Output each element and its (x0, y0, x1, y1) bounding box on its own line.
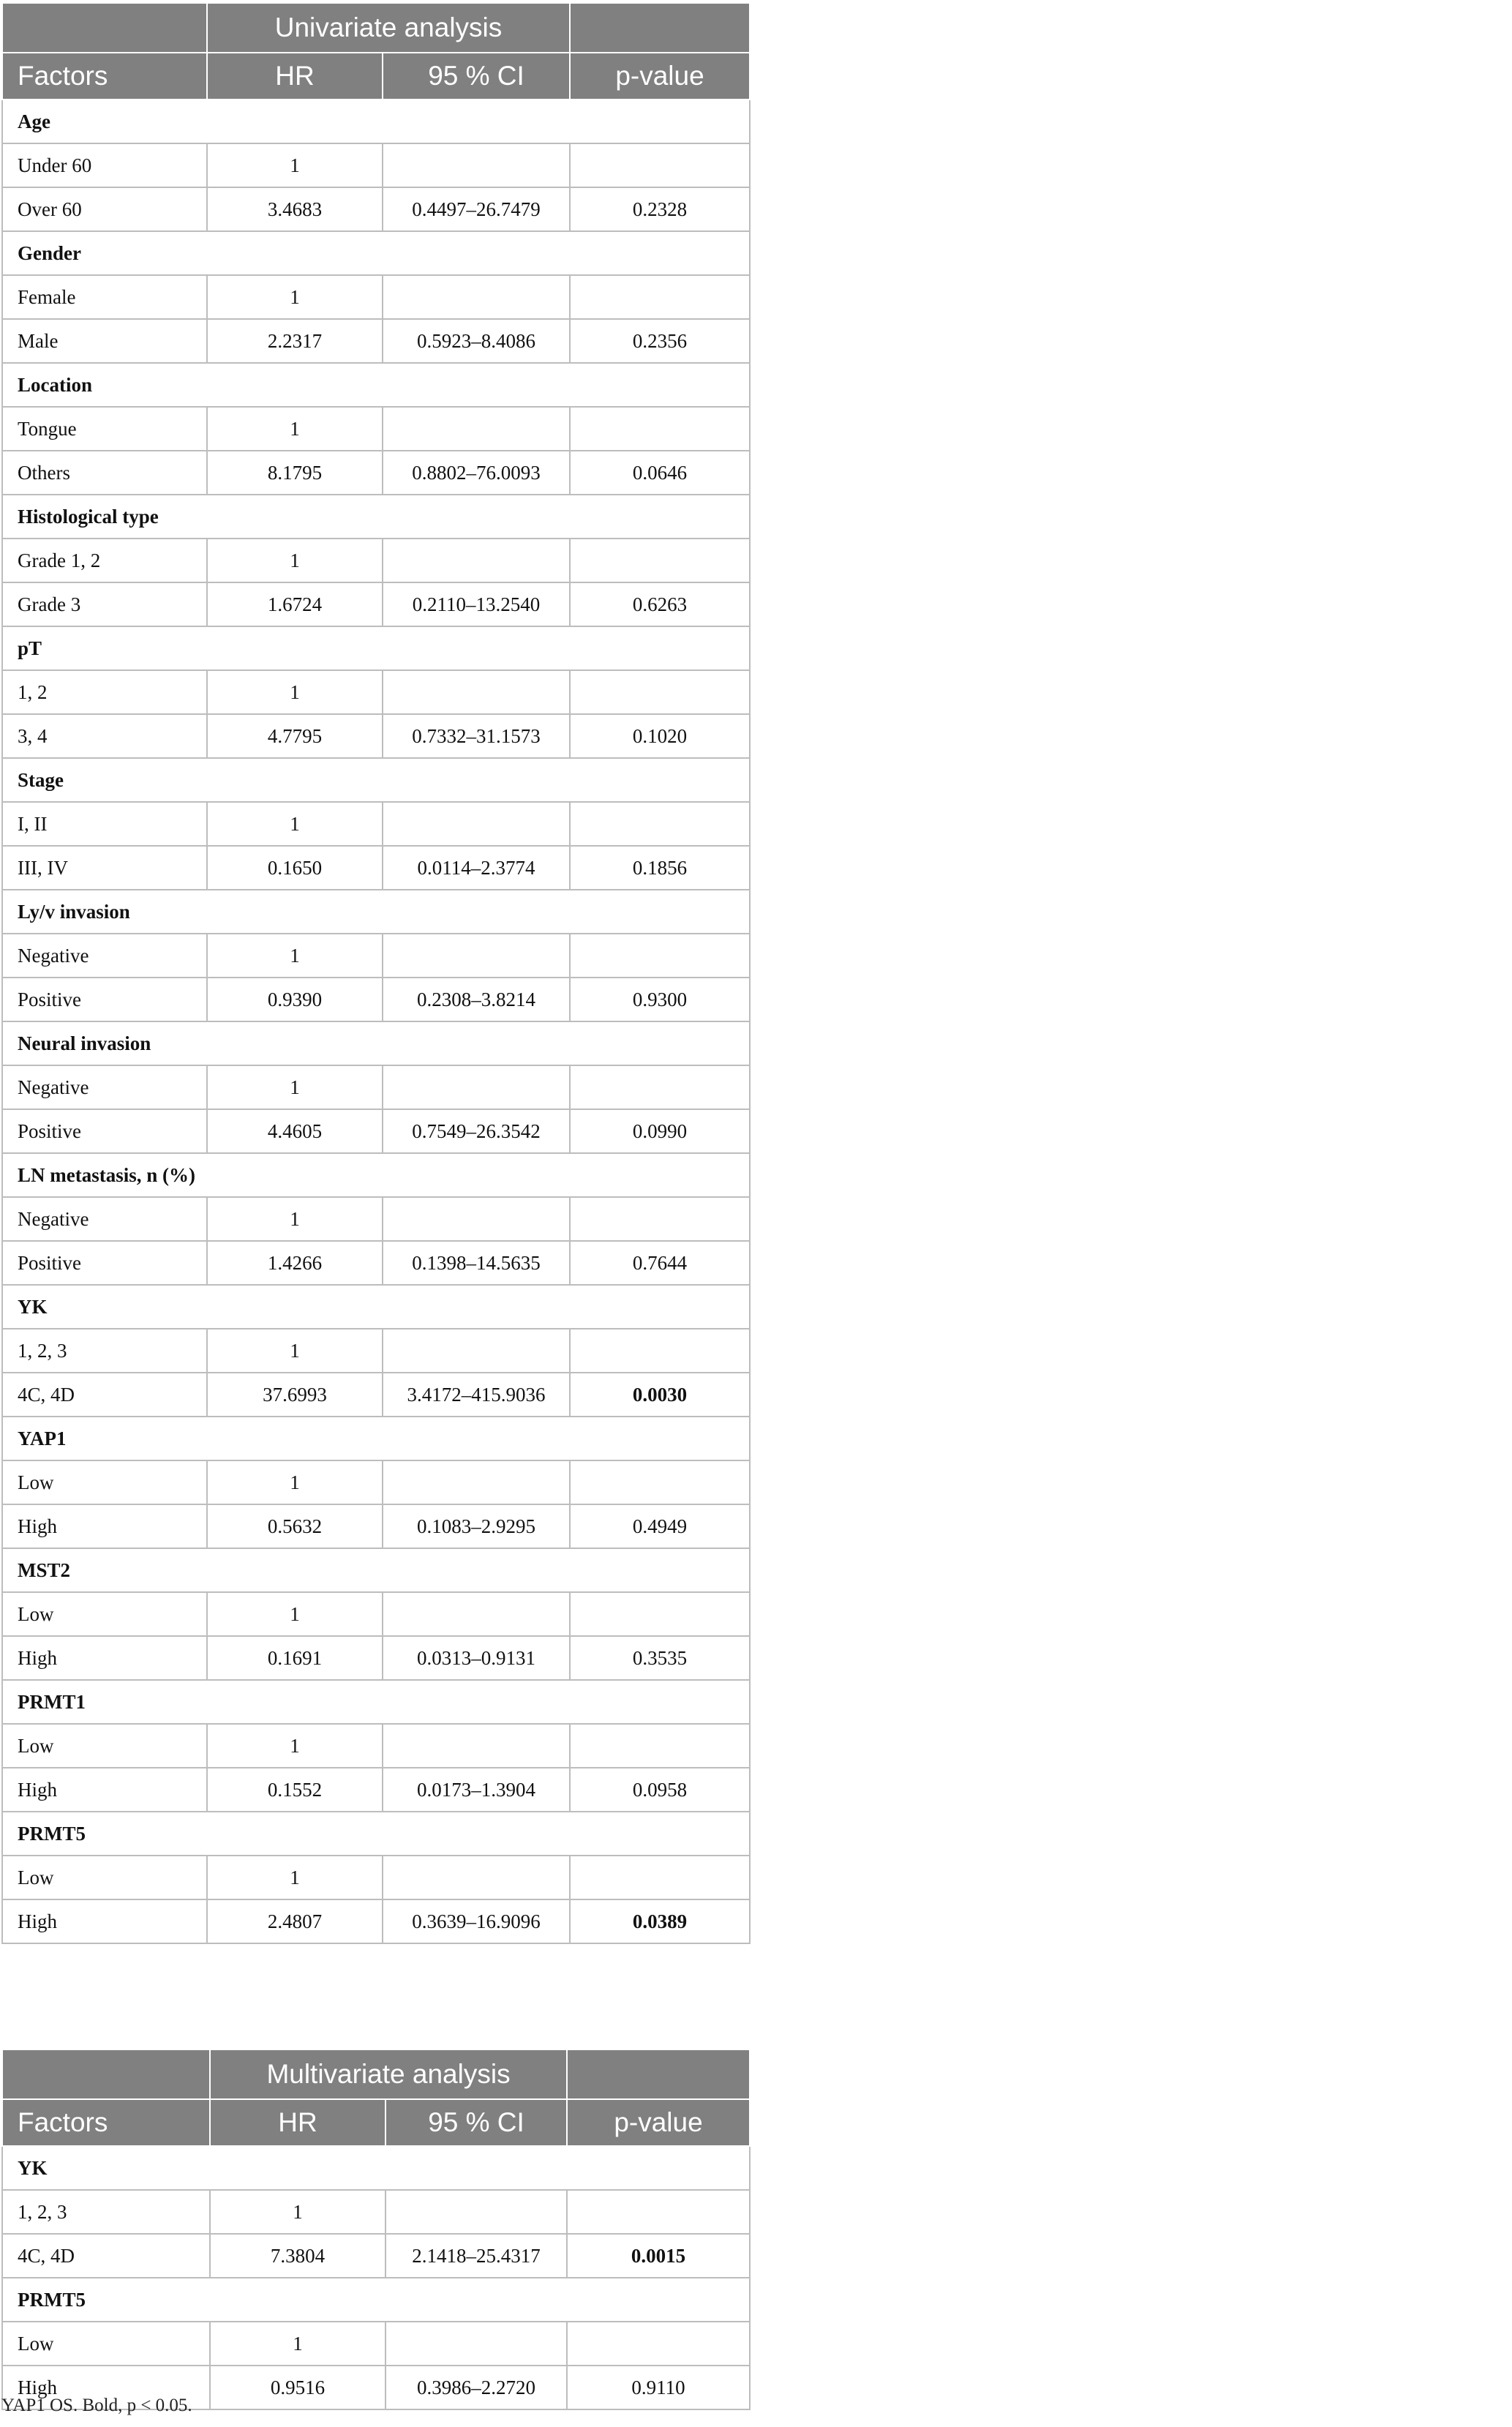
p-value-cell: 0.2328 (570, 187, 750, 231)
hr-cell: 8.1795 (207, 451, 383, 495)
hr-cell: 1 (207, 143, 383, 187)
ci-cell: 0.8802–76.0093 (383, 451, 570, 495)
table-row (2, 1724, 750, 1768)
p-value-cell: 0.9110 (567, 2366, 750, 2409)
group-row (2, 495, 750, 539)
p-value-cell (570, 539, 750, 582)
hr-cell: 3.4683 (207, 187, 383, 231)
table-row (2, 934, 750, 978)
ci-cell (383, 1724, 570, 1768)
p-value-cell: 0.4949 (570, 1504, 750, 1548)
factor-cell: 1, 2, 3 (2, 1329, 207, 1373)
ci-cell (383, 1856, 570, 1899)
factor-cell: Male (2, 319, 207, 363)
hr-cell: 1 (207, 1724, 383, 1768)
table-row (2, 846, 750, 890)
factor-cell: Low (2, 1460, 207, 1504)
ci-cell: 0.3639–16.9096 (383, 1899, 570, 1943)
table-row (2, 802, 750, 846)
factor-cell: Tongue (2, 407, 207, 451)
p-value-cell (570, 1065, 750, 1109)
table-row (2, 714, 750, 758)
table-row (2, 1460, 750, 1504)
hr-cell: 1 (207, 934, 383, 978)
hr-cell: 0.1552 (207, 1768, 383, 1812)
factor-cell: Grade 3 (2, 582, 207, 626)
ci-cell (385, 2190, 567, 2234)
ci-cell: 0.7332–31.1573 (383, 714, 570, 758)
multivariate-header-row (2, 2099, 750, 2146)
group-label: MST2 (2, 1548, 750, 1592)
factor-cell: 4C, 4D (2, 1373, 207, 1417)
ci-cell (383, 1065, 570, 1109)
p-value-cell (570, 1592, 750, 1636)
ci-cell: 0.5923–8.4086 (383, 319, 570, 363)
factor-cell: Low (2, 2322, 210, 2366)
multivariate-table (1, 2049, 751, 2410)
table-row (2, 539, 750, 582)
p-value-cell (570, 407, 750, 451)
factor-cell: High (2, 1636, 207, 1680)
hr-cell: 1 (207, 539, 383, 582)
group-row (2, 231, 750, 275)
hr-cell: 2.4807 (207, 1899, 383, 1943)
factor-cell: Negative (2, 934, 207, 978)
ci-cell (383, 1592, 570, 1636)
group-row (2, 1812, 750, 1856)
hr-cell: 1 (207, 1856, 383, 1899)
hr-cell: 1 (207, 1329, 383, 1373)
header-ci: 95 % CI (383, 53, 570, 100)
ci-cell (383, 143, 570, 187)
table-row (2, 582, 750, 626)
multivariate-body (2, 2146, 750, 2409)
p-value-cell: 0.0389 (570, 1899, 750, 1943)
p-value-cell (570, 143, 750, 187)
group-label: Stage (2, 758, 750, 802)
p-value-cell (570, 1460, 750, 1504)
table-row (2, 1197, 750, 1241)
p-value-cell: 0.2356 (570, 319, 750, 363)
group-label: YAP1 (2, 1417, 750, 1460)
hr-cell: 1 (207, 1197, 383, 1241)
hr-cell: 0.1691 (207, 1636, 383, 1680)
group-row (2, 363, 750, 407)
p-value-cell: 0.9300 (570, 978, 750, 1021)
ci-cell: 0.2110–13.2540 (383, 582, 570, 626)
p-value-cell (570, 1724, 750, 1768)
table-row (2, 1373, 750, 1417)
table-row (2, 1109, 750, 1153)
group-label: pT (2, 626, 750, 670)
p-value-cell: 0.0990 (570, 1109, 750, 1153)
table-row (2, 1241, 750, 1285)
ci-cell (383, 539, 570, 582)
ci-cell (383, 934, 570, 978)
table-row (2, 1856, 750, 1899)
factor-cell: Negative (2, 1197, 207, 1241)
p-value-cell: 0.6263 (570, 582, 750, 626)
univariate-title-row (2, 3, 750, 53)
hr-cell: 1.4266 (207, 1241, 383, 1285)
p-value-cell (570, 1197, 750, 1241)
group-label: PRMT1 (2, 1680, 750, 1724)
group-row (2, 2278, 750, 2322)
univariate-body (2, 100, 750, 1943)
p-value-cell: 0.3535 (570, 1636, 750, 1680)
ci-cell: 0.1083–2.9295 (383, 1504, 570, 1548)
p-value-cell (570, 934, 750, 978)
group-row (2, 890, 750, 934)
ci-cell: 0.3986–2.2720 (385, 2366, 567, 2409)
p-value-cell (570, 1329, 750, 1373)
table-footnote: YAP1 OS. Bold, p < 0.05. (1, 2396, 192, 2415)
factor-cell: High (2, 1504, 207, 1548)
ci-cell: 0.1398–14.5635 (383, 1241, 570, 1285)
univariate-title: Univariate analysis (207, 3, 570, 53)
multivariate-title: Multivariate analysis (210, 2049, 567, 2099)
group-label: YK (2, 2146, 750, 2190)
hr-cell: 0.5632 (207, 1504, 383, 1548)
group-label: LN metastasis, n (%) (2, 1153, 750, 1197)
ci-cell (383, 802, 570, 846)
factor-cell: 1, 2 (2, 670, 207, 714)
p-value-cell (567, 2190, 750, 2234)
hr-cell: 1 (207, 1460, 383, 1504)
factor-cell: III, IV (2, 846, 207, 890)
hr-cell: 1 (207, 1592, 383, 1636)
ci-cell: 0.0114–2.3774 (383, 846, 570, 890)
table-row (2, 407, 750, 451)
factor-cell: Over 60 (2, 187, 207, 231)
hr-cell: 2.2317 (207, 319, 383, 363)
p-value-cell: 0.0646 (570, 451, 750, 495)
factor-cell: Low (2, 1592, 207, 1636)
factor-cell: High (2, 1899, 207, 1943)
hr-cell: 0.1650 (207, 846, 383, 890)
group-row (2, 2146, 750, 2190)
univariate-table (1, 2, 751, 1944)
hr-cell: 1 (207, 670, 383, 714)
table-row (2, 2190, 750, 2234)
factor-cell: Positive (2, 1241, 207, 1285)
table-row (2, 2322, 750, 2366)
table-row (2, 143, 750, 187)
group-row (2, 1417, 750, 1460)
table-row (2, 2234, 750, 2278)
p-value-cell: 0.1020 (570, 714, 750, 758)
ci-cell: 0.2308–3.8214 (383, 978, 570, 1021)
p-value-cell (567, 2322, 750, 2366)
group-row (2, 100, 750, 143)
header-p-value: p-value (567, 2099, 750, 2146)
p-value-cell (570, 1856, 750, 1899)
group-label: YK (2, 1285, 750, 1329)
factor-cell: High (2, 2366, 210, 2409)
table-row (2, 1329, 750, 1373)
group-row (2, 626, 750, 670)
header-hr: HR (207, 53, 383, 100)
factor-cell: Grade 1, 2 (2, 539, 207, 582)
table-row (2, 275, 750, 319)
factor-cell: Under 60 (2, 143, 207, 187)
factor-cell: 1, 2, 3 (2, 2190, 210, 2234)
group-row (2, 1680, 750, 1724)
factor-cell: Low (2, 1856, 207, 1899)
ci-cell: 2.1418–25.4317 (385, 2234, 567, 2278)
p-value-cell: 0.0030 (570, 1373, 750, 1417)
table-row (2, 1768, 750, 1812)
factor-cell: Negative (2, 1065, 207, 1109)
p-value-cell (570, 670, 750, 714)
group-label: Neural invasion (2, 1021, 750, 1065)
group-label: Gender (2, 231, 750, 275)
table-row (2, 1504, 750, 1548)
group-label: Location (2, 363, 750, 407)
group-label: Age (2, 100, 750, 143)
hr-cell: 1 (210, 2190, 385, 2234)
factor-cell: Positive (2, 978, 207, 1021)
hr-cell: 0.9390 (207, 978, 383, 1021)
header-factors: Factors (2, 2099, 210, 2146)
table-row (2, 451, 750, 495)
ci-cell (383, 275, 570, 319)
factor-cell: Low (2, 1724, 207, 1768)
ci-cell (383, 1197, 570, 1241)
ci-cell (383, 407, 570, 451)
factor-cell: I, II (2, 802, 207, 846)
p-value-cell: 0.7644 (570, 1241, 750, 1285)
p-value-cell (570, 802, 750, 846)
table-row (2, 1065, 750, 1109)
p-value-cell: 0.0958 (570, 1768, 750, 1812)
group-row (2, 1021, 750, 1065)
ci-cell: 0.4497–26.7479 (383, 187, 570, 231)
hr-cell: 1 (207, 1065, 383, 1109)
header-factors: Factors (2, 53, 207, 100)
multivariate-title-row (2, 2049, 750, 2099)
table-row (2, 1636, 750, 1680)
factor-cell: 3, 4 (2, 714, 207, 758)
hr-cell: 1.6724 (207, 582, 383, 626)
table-row (2, 1592, 750, 1636)
p-value-cell: 0.0015 (567, 2234, 750, 2278)
factor-cell: Female (2, 275, 207, 319)
ci-cell: 0.0313–0.9131 (383, 1636, 570, 1680)
ci-cell (383, 670, 570, 714)
ci-cell: 0.7549–26.3542 (383, 1109, 570, 1153)
hr-cell: 1 (207, 275, 383, 319)
table-row (2, 670, 750, 714)
group-label: PRMT5 (2, 2278, 750, 2322)
table-row (2, 187, 750, 231)
hr-cell: 7.3804 (210, 2234, 385, 2278)
header-hr: HR (210, 2099, 385, 2146)
ci-cell (383, 1460, 570, 1504)
group-label: Histological type (2, 495, 750, 539)
group-label: Ly/v invasion (2, 890, 750, 934)
univariate-header-row (2, 53, 750, 100)
hr-cell: 1 (207, 407, 383, 451)
table-row (2, 978, 750, 1021)
ci-cell (383, 1329, 570, 1373)
table-row (2, 1899, 750, 1943)
group-row (2, 1153, 750, 1197)
header-p-value: p-value (570, 53, 750, 100)
group-row (2, 758, 750, 802)
group-row (2, 1285, 750, 1329)
ci-cell: 0.0173–1.3904 (383, 1768, 570, 1812)
hr-cell: 0.9516 (210, 2366, 385, 2409)
group-row (2, 1548, 750, 1592)
factor-cell: High (2, 1768, 207, 1812)
ci-cell (385, 2322, 567, 2366)
factor-cell: Positive (2, 1109, 207, 1153)
ci-cell: 3.4172–415.9036 (383, 1373, 570, 1417)
hr-cell: 1 (207, 802, 383, 846)
table-row (2, 319, 750, 363)
hr-cell: 37.6993 (207, 1373, 383, 1417)
hr-cell: 4.7795 (207, 714, 383, 758)
hr-cell: 4.4605 (207, 1109, 383, 1153)
factor-cell: 4C, 4D (2, 2234, 210, 2278)
p-value-cell (570, 275, 750, 319)
p-value-cell: 0.1856 (570, 846, 750, 890)
factor-cell: Others (2, 451, 207, 495)
hr-cell: 1 (210, 2322, 385, 2366)
header-ci: 95 % CI (385, 2099, 567, 2146)
group-label: PRMT5 (2, 1812, 750, 1856)
